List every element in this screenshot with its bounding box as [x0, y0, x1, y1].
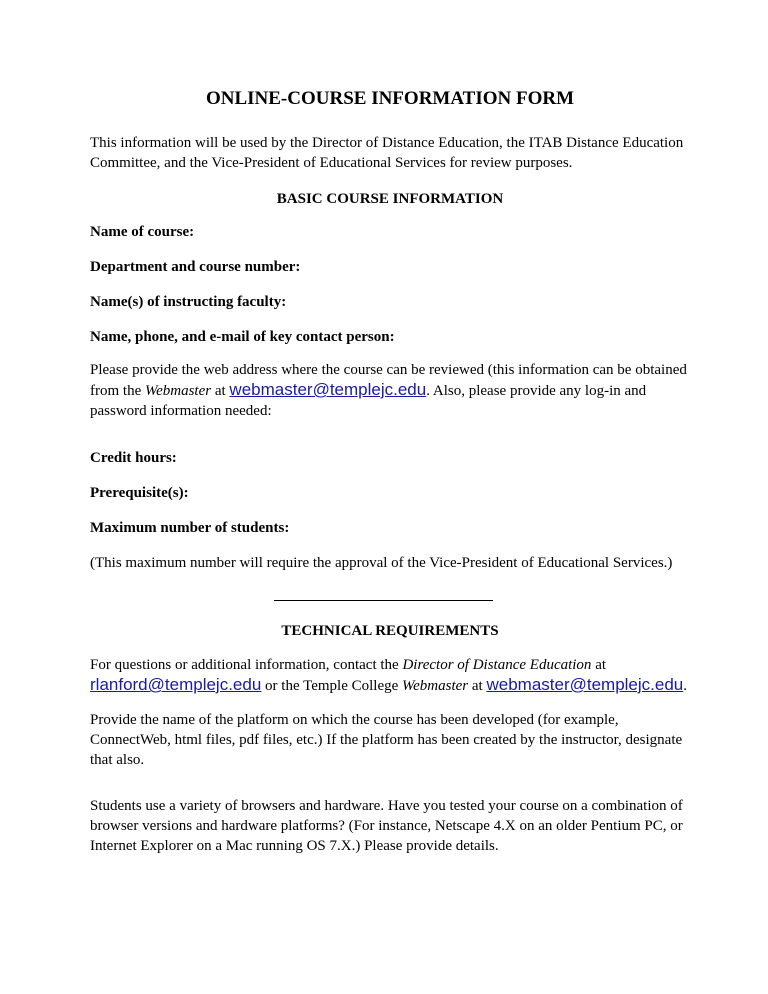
field-department: Department and course number:	[90, 259, 301, 275]
webmaster-email-link-2[interactable]: webmaster@templejc.edu	[486, 675, 684, 694]
webmaster-label: Webmaster	[144, 383, 212, 399]
field-prerequisites: Prerequisite(s):	[90, 485, 189, 501]
field-contact: Name, phone, and e-mail of key contact person:	[90, 329, 395, 345]
page-title: ONLINE-COURSE INFORMATION FORM	[205, 88, 575, 109]
tech-contact-text-1: For questions or additional information, contact the	[90, 657, 403, 673]
web-address-text-1: Please provide the web address where the course can be reviewed (this information can be obtained from the	[90, 362, 687, 399]
field-max-students: Maximum number of students:	[90, 520, 290, 536]
tech-contact-at-2: at	[468, 678, 487, 694]
platform-paragraph: Provide the name of the platform on which the course has been developed (for example, ConnectWeb, html files, pdf files, etc.) If the platform has been created by the instructor, designate that also.	[90, 712, 683, 768]
basic-course-heading: BASIC COURSE INFORMATION	[276, 191, 504, 207]
tech-contact-paragraph	[90, 655, 690, 696]
field-faculty: Name(s) of instructing faculty:	[90, 294, 287, 310]
webmaster-label-2: Webmaster	[402, 678, 469, 694]
intro-paragraph: This information will be used by the Director of Distance Education, the ITAB Distance Education Committee, and the Vice-President of Educational Services for review purposes.	[90, 135, 684, 171]
tech-contact-period: .	[683, 678, 688, 694]
browsers-paragraph: Students use a variety of browsers and hardware. Have you tested your course on a combination of browser versions and hardware platforms? (For instance, Netscape 4.X on an older Pentium PC, or Internet Explorer on a Mac running OS 7.X.) Please provide details.	[90, 798, 683, 854]
max-students-note: (This maximum number will require the approval of the Vice-President of Educational Services.)	[90, 555, 673, 571]
field-credit-hours: Credit hours:	[90, 450, 177, 466]
director-label: Director of Distance Education	[402, 657, 592, 673]
webmaster-email-link[interactable]: webmaster@templejc.edu	[229, 380, 427, 399]
technical-heading: TECHNICAL REQUIREMENTS	[281, 623, 499, 639]
tech-contact-text-2: or the Temple College	[261, 678, 403, 694]
web-address-paragraph	[90, 360, 690, 421]
director-email-link[interactable]: rlanford@templejc.edu	[90, 675, 262, 694]
field-name-of-course: Name of course:	[90, 224, 195, 240]
web-address-at: at	[211, 383, 230, 399]
web-address-text-2: . Also, please provide any log-in and password information needed:	[90, 383, 647, 419]
tech-contact-at-1: at	[591, 657, 607, 673]
section-divider	[274, 600, 493, 601]
